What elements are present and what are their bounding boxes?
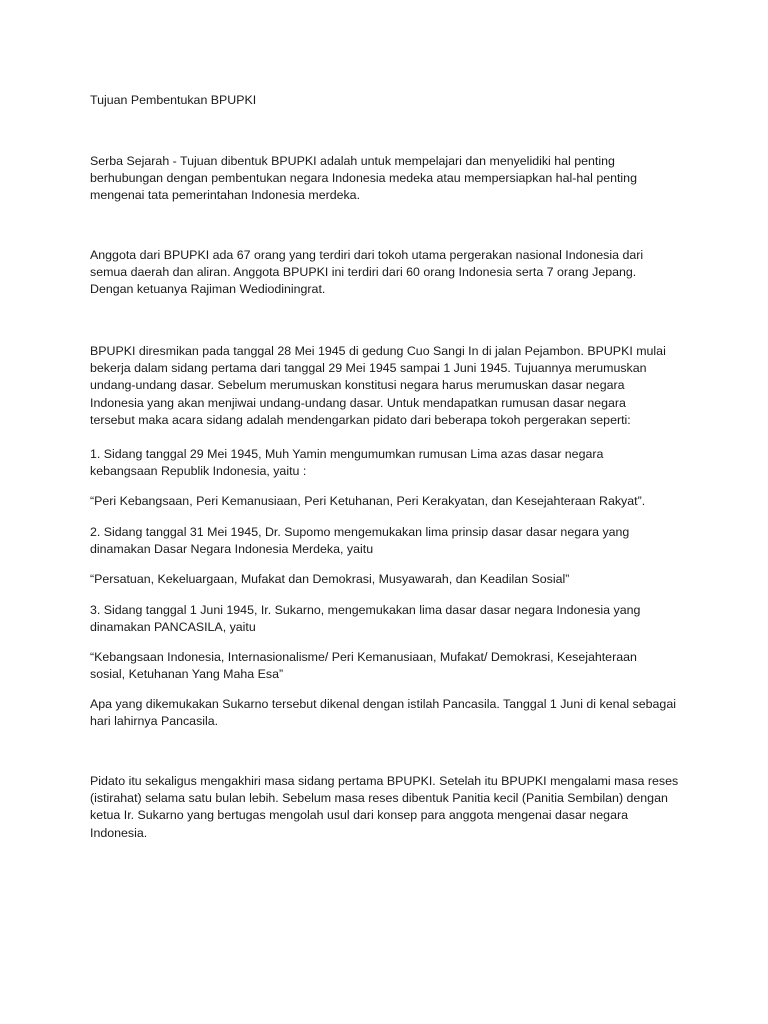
text-line: ketua Ir. Sukarno yang bertugas mengolah usul dari konsep para anggota mengenai dasar negara xyxy=(90,808,628,823)
text-line: 3. Sidang tanggal 1 Juni 1945, Ir. Sukarno, mengemukakan lima dasar dasar negara Indonesia yang xyxy=(90,603,641,617)
text-line: bekerja dalam sidang pertama dari tanggal 29 Mei 1945 sampai 1 Juni 1945. Tujuannya merumuskan xyxy=(90,361,647,376)
text-line: Anggota dari BPUPKI ada 67 orang yang terdiri dari tokoh utama pergerakan nasional Indonesia dari xyxy=(90,248,644,262)
text-line: Indonesia yang akan menjiwai undang-undang dasar. Untuk mendapatkan rumusan dasar negara xyxy=(90,395,626,410)
text-line: Apa yang dikemukakan Sukarno tersebut dikenal dengan istilah Pancasila. Tanggal 1 Juni di kenal sebagai xyxy=(90,697,676,711)
paragraph-anggota xyxy=(90,247,690,299)
text-line: Indonesia. xyxy=(90,825,148,840)
text-line: hari lahirnya Pancasila. xyxy=(90,714,219,729)
text-line: kebangsaan Republik Indonesia, yaitu : xyxy=(90,464,307,479)
text-line: dinamakan Dasar Negara Indonesia Merdeka, yaitu xyxy=(90,542,374,557)
text-line: BPUPKI diresmikan pada tanggal 28 Mei 1945 di gedung Cuo Sangi In di jalan Pejambon. BPUPKI mulai xyxy=(90,344,666,358)
text-line: “Kebangsaan Indonesia, Internasionalisme/ Peri Kemanusiaan, Mufakat/ Demokrasi, Kesejahteraan xyxy=(90,650,637,664)
text-line: 1. Sidang tanggal 29 Mei 1945, Muh Yamin mengumumkan rumusan Lima azas dasar negara xyxy=(90,447,604,461)
paragraph-reses xyxy=(90,773,690,842)
list-item-3 xyxy=(90,602,690,636)
text-line: dinamakan PANCASILA, yaitu xyxy=(90,620,256,635)
document-title: Tujuan Pembentukan BPUPKI xyxy=(90,93,257,107)
text-line: sosial, Ketuhanan Yang Maha Esa” xyxy=(90,667,284,682)
paragraph-pancasila xyxy=(90,696,690,730)
quote-yamin: “Peri Kebangsaan, Peri Kemanusiaan, Peri Ketuhanan, Peri Kerakyatan, dan Kesejahteraan Rakyat”. xyxy=(90,494,646,508)
text-line: berhubungan dengan pembentukan negara Indonesia medeka atau mempersiapkan hal-hal penting xyxy=(90,171,637,186)
quote-supomo: “Persatuan, Kekeluargaan, Mufakat dan Demokrasi, Musyawarah, dan Keadilan Sosial” xyxy=(90,572,570,586)
text-line: Dengan ketuanya Rajiman Wediodiningrat. xyxy=(90,282,326,297)
list-item-2 xyxy=(90,524,690,558)
text-line: (istirahat) selama satu bulan lebih. Sebelum masa reses dibentuk Panitia kecil (Panitia Sembilan) dengan xyxy=(90,791,668,806)
text-line: Serba Sejarah - Tujuan dibentuk BPUPKI adalah untuk mempelajari dan menyelidiki hal penting xyxy=(90,154,615,168)
text-line: tersebut maka acara sidang adalah mendengarkan pidato dari beberapa tokoh pergerakan seperti: xyxy=(90,412,631,427)
text-line: undang-undang dasar. Sebelum merumuskan konstitusi negara harus merumuskan dasar negara xyxy=(90,378,625,393)
text-line: semua daerah dan aliran. Anggota BPUPKI ini terdiri dari 60 orang Indonesia serta 7 orang Jepang. xyxy=(90,265,637,280)
paragraph-tujuan xyxy=(90,153,690,205)
list-item-1 xyxy=(90,446,690,480)
quote-sukarno xyxy=(90,649,690,683)
paragraph-peresmian xyxy=(90,343,690,429)
text-line: mengenai tata pemerintahan Indonesia merdeka. xyxy=(90,188,361,203)
text-line: 2. Sidang tanggal 31 Mei 1945, Dr. Supomo mengemukakan lima prinsip dasar dasar negara yang xyxy=(90,525,630,539)
text-line: Pidato itu sekaligus mengakhiri masa sidang pertama BPUPKI. Setelah itu BPUPKI mengalami masa reses xyxy=(90,774,679,788)
